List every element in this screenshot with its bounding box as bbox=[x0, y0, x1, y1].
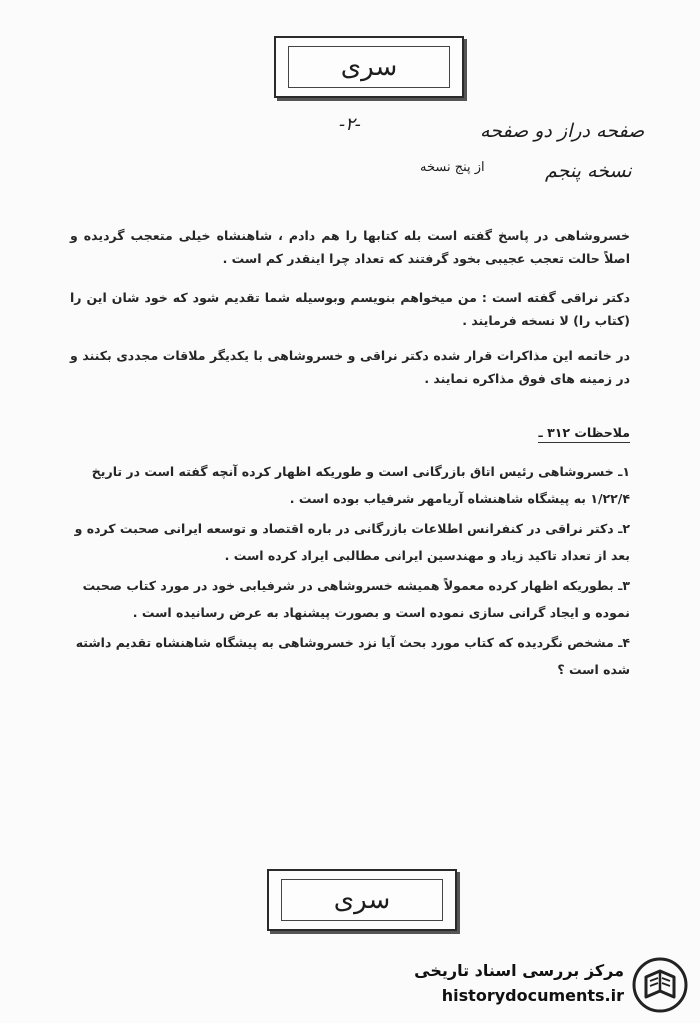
list-item: ۱ـ خسروشاهی رئیس اتاق بازرگانی است و طوریکه اظهار کرده آنچه گفته است در تاریخ ۱/۲۲/۴ به پیشگاه شاهنشاه آریامهر شرفیاب بوده است . bbox=[91, 464, 630, 506]
classification-text-bottom: سری bbox=[281, 879, 443, 921]
classification-text-top: سری bbox=[288, 46, 450, 88]
copy-label: نسخه پنجم bbox=[545, 160, 632, 182]
watermark-title: مرکز بررسی اسناد تاریخی bbox=[414, 961, 624, 980]
list-item: ۳ـ بطوریکه اظهار کرده معمولاً همیشه خسروشاهی در شرفیابی خود در مورد کتاب صحبت نموده و ایجاد گرانی سازی نموده است و بصورت پیشنهاد به عرض رسانیده است . bbox=[82, 578, 630, 620]
paragraph-2: دکتر نراقی گفته است : من میخواهم بنویسم وبوسیله شما تقدیم شود که خود شان این را (کتاب را) لا نسخه فرمایند . bbox=[70, 290, 630, 328]
sheet-info: صفحه دراز دو صفحه bbox=[480, 120, 645, 142]
classification-stamp-top bbox=[274, 36, 464, 98]
list-item: ۴ـ مشخص نگردیده که کتاب مورد بحث آیا نزد خسروشاهی به پیشگاه شاهنشاه تقدیم داشته شده است ؟ bbox=[75, 635, 630, 677]
classification-stamp-bottom bbox=[267, 869, 457, 931]
page-number: -۲- bbox=[339, 114, 361, 135]
observations-list bbox=[70, 459, 630, 687]
paragraph-3: در خاتمه این مذاکرات قرار شده دکتر نراقی و خسروشاهی با یکدیگر ملاقات مجددی بکنند و در زمینه های فوق مذاکره نمایند . bbox=[70, 348, 630, 386]
book-logo-icon bbox=[632, 957, 688, 1013]
observations-heading: ملاحظات ۳۱۲ ـ bbox=[538, 425, 630, 443]
copy-of-text: از پنج نسخه bbox=[420, 160, 485, 175]
watermark-url[interactable]: historydocuments.ir bbox=[441, 986, 624, 1005]
list-item: ۲ـ دکتر نراقی در کنفرانس اطلاعات بازرگانی در باره اقتصاد و توسعه ایرانی صحبت کرده و بعد از تعداد تاکید زیاد و مهندسین ایرانی مطالبی ایراد کرده است . bbox=[74, 521, 630, 563]
paragraph-1: خسروشاهی در پاسخ گفته است بله کتابها را هم دادم ، شاهنشاه خیلی متعجب گردیده و اصلاً حالت تعجب عجیبی بخود گرفتند که تعداد چرا اینقدر کم است . bbox=[70, 228, 630, 266]
